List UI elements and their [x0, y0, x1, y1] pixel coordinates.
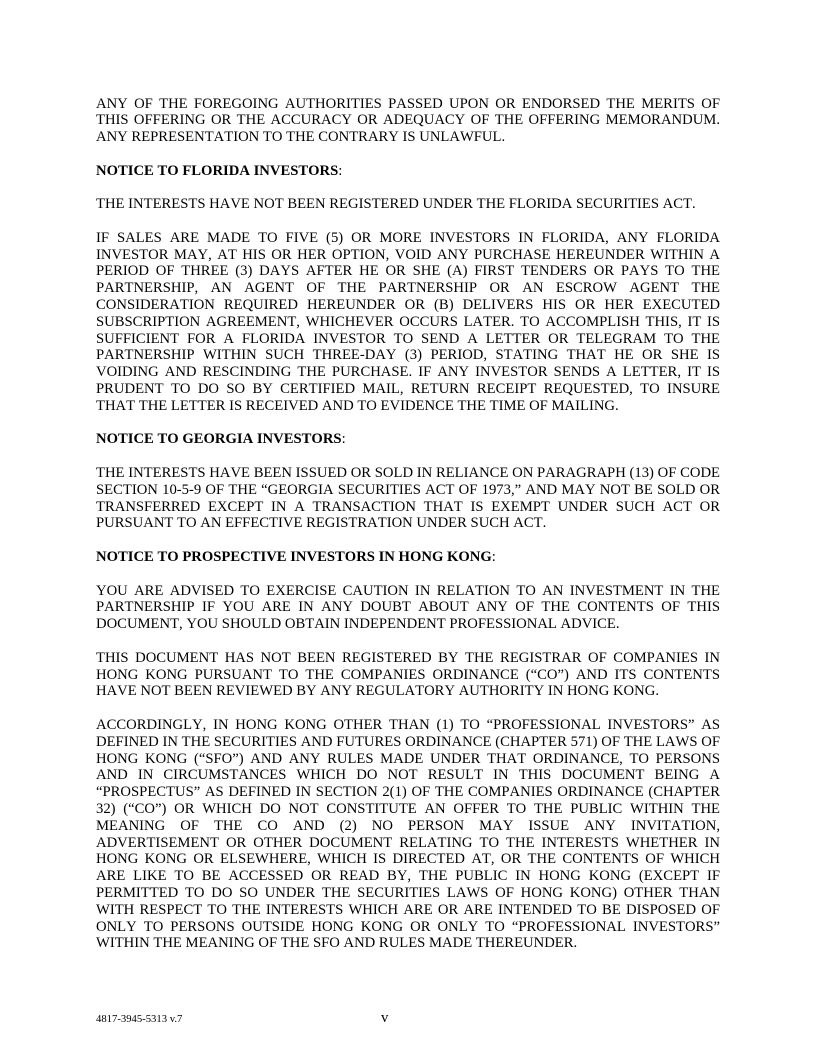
paragraph [96, 230, 720, 415]
paragraph-line: ARE LIKE TO BE ACCESSED OR READ BY, THE PUBLIC IN HONG KONG (EXCEPT IF [96, 868, 720, 885]
paragraph [96, 196, 720, 213]
paragraph-line: ADVERTISEMENT OR OTHER DOCUMENT RELATING TO THE INTERESTS WHETHER IN [96, 834, 720, 851]
section-heading [96, 431, 720, 448]
paragraph-line: YOU ARE ADVISED TO EXERCISE CAUTION IN RELATION TO AN INVESTMENT IN THE [96, 582, 720, 599]
page-number: v [381, 1010, 389, 1027]
paragraph-line: PARTNERSHIP, AN AGENT OF THE PARTNERSHIP OR AN ESCROW AGENT THE [96, 280, 720, 297]
paragraph-line: THE INTERESTS HAVE BEEN ISSUED OR SOLD IN RELIANCE ON PARAGRAPH (13) OF CODE [96, 465, 720, 482]
paragraph-line: ANY REPRESENTATION TO THE CONTRARY IS UNLAWFUL. [96, 129, 506, 146]
paragraph-line: VOIDING AND RESCINDING THE PURCHASE. IF ANY INVESTOR SENDS A LETTER, IT IS [96, 364, 720, 381]
paragraph-line: HONG KONG (“SFO”) AND ANY RULES MADE UNDER THAT ORDINANCE, TO PERSONS [96, 750, 720, 767]
heading-colon: : [338, 162, 343, 179]
document-body [96, 96, 720, 953]
paragraph [96, 583, 720, 633]
paragraph-line: DOCUMENT, YOU SHOULD OBTAIN INDEPENDENT PROFESSIONAL ADVICE. [96, 616, 620, 633]
paragraph-line: PARTNERSHIP IF YOU ARE IN ANY DOUBT ABOUT ANY OF THE CONTENTS OF THIS [96, 599, 720, 616]
paragraph-line: IF SALES ARE MADE TO FIVE (5) OR MORE INVESTORS IN FLORIDA, ANY FLORIDA [96, 229, 720, 246]
paragraph-line: HONG KONG OR ELSEWHERE, WHICH IS DIRECTED AT, OR THE CONTENTS OF WHICH [96, 851, 720, 868]
paragraph-line: MEANING OF THE CO AND (2) NO PERSON MAY ISSUE ANY INVITATION, [96, 817, 720, 834]
paragraph-line: WITH RESPECT TO THE INTERESTS WHICH ARE OR ARE INTENDED TO BE DISPOSED OF [96, 901, 720, 918]
paragraph-line: PARTNERSHIP WITHIN SUCH THREE-DAY (3) PERIOD, STATING THAT HE OR SHE IS [96, 347, 720, 364]
paragraph-line: DEFINED IN THE SECURITIES AND FUTURES ORDINANCE (CHAPTER 571) OF THE LAWS OF [96, 733, 720, 750]
section-heading [96, 163, 720, 180]
paragraph-line: HONG KONG PURSUANT TO THE COMPANIES ORDINANCE (“CO”) AND ITS CONTENTS [96, 666, 720, 683]
paragraph-line: SUBSCRIPTION AGREEMENT, WHICHEVER OCCURS LATER. TO ACCOMPLISH THIS, IT IS [96, 313, 720, 330]
paragraph-line: PERIOD OF THREE (3) DAYS AFTER HE OR SHE (A) FIRST TENDERS OR PAYS TO THE [96, 263, 720, 280]
footer-document-id: 4817-3945-5313 v.7 [96, 1013, 183, 1025]
paragraph-line: SECTION 10-5-9 OF THE “GEORGIA SECURITIES ACT OF 1973,” AND MAY NOT BE SOLD OR [96, 481, 720, 498]
paragraph-line: ONLY TO PERSONS OUTSIDE HONG KONG OR ONLY TO “PROFESSIONAL INVESTORS” [96, 918, 720, 935]
paragraph-line: PERMITTED TO DO SO UNDER THE SECURITIES LAWS OF HONG KONG) OTHER THAN [96, 884, 720, 901]
heading-label: NOTICE TO PROSPECTIVE INVESTORS IN HONG KONG [96, 549, 492, 566]
heading-colon: : [341, 431, 346, 448]
paragraph [96, 717, 720, 952]
paragraph-line: HAVE NOT BEEN REVIEWED BY ANY REGULATORY AUTHORITY IN HONG KONG. [96, 683, 659, 700]
heading-label: NOTICE TO FLORIDA INVESTORS [96, 162, 339, 179]
paragraph [96, 650, 720, 700]
paragraph-line: AND IN CIRCUMSTANCES WHICH DO NOT RESULT IN THIS DOCUMENT BEING A [96, 767, 720, 784]
paragraph [96, 96, 720, 146]
paragraph-line: PURSUANT TO AN EFFECTIVE REGISTRATION UNDER SUCH ACT. [96, 515, 547, 532]
paragraph [96, 465, 720, 532]
paragraph-line: “PROSPECTUS” AS DEFINED IN SECTION 2(1) OF THE COMPANIES ORDINANCE (CHAPTER [96, 784, 720, 801]
heading-label: NOTICE TO GEORGIA INVESTORS [96, 431, 342, 448]
section-heading [96, 549, 720, 566]
paragraph-line: SUFFICIENT FOR A FLORIDA INVESTOR TO SEND A LETTER OR TELEGRAM TO THE [96, 330, 720, 347]
paragraph-line: ACCORDINGLY, IN HONG KONG OTHER THAN (1) TO “PROFESSIONAL INVESTORS” AS [96, 716, 720, 733]
paragraph-line: WITHIN THE MEANING OF THE SFO AND RULES MADE THEREUNDER. [96, 935, 578, 952]
paragraph-line: THIS OFFERING OR THE ACCURACY OR ADEQUACY OF THE OFFERING MEMORANDUM. [96, 112, 720, 129]
paragraph-line: INVESTOR MAY, AT HIS OR HER OPTION, VOID ANY PURCHASE HEREUNDER WITHIN A [96, 246, 720, 263]
paragraph-line: THE INTERESTS HAVE NOT BEEN REGISTERED UNDER THE FLORIDA SECURITIES ACT. [96, 196, 696, 213]
paragraph-line: THIS DOCUMENT HAS NOT BEEN REGISTERED BY THE REGISTRAR OF COMPANIES IN [96, 649, 720, 666]
paragraph-line: THAT THE LETTER IS RECEIVED AND TO EVIDENCE THE TIME OF MAILING. [96, 397, 619, 414]
paragraph-line: PRUDENT TO DO SO BY CERTIFIED MAIL, RETURN RECEIPT REQUESTED, TO INSURE [96, 381, 720, 398]
paragraph-line: 32) (“CO”) OR WHICH DO NOT CONSTITUTE AN OFFER TO THE PUBLIC WITHIN THE [96, 800, 720, 817]
heading-colon: : [491, 549, 496, 566]
paragraph-line: TRANSFERRED EXCEPT IN A TRANSACTION THAT IS EXEMPT UNDER SUCH ACT OR [96, 498, 720, 515]
paragraph-line: ANY OF THE FOREGOING AUTHORITIES PASSED UPON OR ENDORSED THE MERITS OF [96, 95, 720, 112]
paragraph-line: CONSIDERATION REQUIRED HEREUNDER OR (B) DELIVERS HIS OR HER EXECUTED [96, 297, 720, 314]
